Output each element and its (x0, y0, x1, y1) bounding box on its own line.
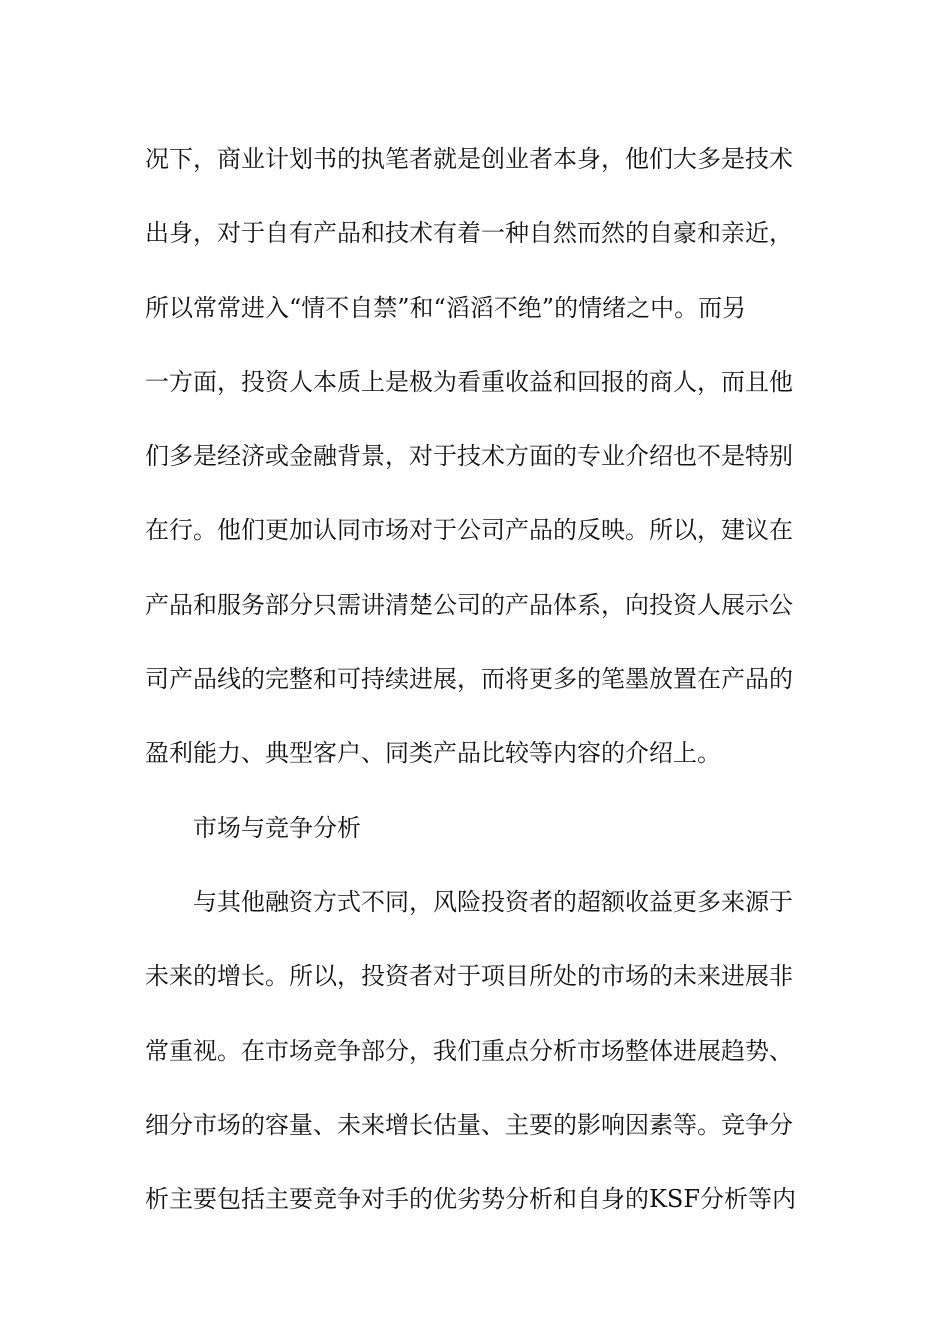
text-line: 出身，对于自有产品和技术有着一种自然而然的自豪和亲近， (145, 219, 793, 248)
text-line: 盈利能力、典型客户、同类产品比较等内容的介绍上。 (145, 739, 721, 768)
body-text (145, 122, 810, 1236)
text-line: 析主要包括主要竞争对手的优劣势分析和自身的KSF分析等内 (145, 1185, 797, 1214)
text-line: 产品和服务部分只需讲清楚公司的产品体系，向投资人展示公 (145, 590, 793, 619)
text-line: 细分市场的容量、未来增长估量、主要的影响因素等。竞争分 (145, 1110, 793, 1139)
text-line: 们多是经济或金融背景，对于技术方面的专业介绍也不是特别 (145, 442, 793, 471)
text-line: 在行。他们更加认同市场对于公司产品的反映。所以，建议在 (145, 516, 793, 545)
text-line: 所以常常进入“情不自禁”和“滔滔不绝”的情绪之中。而另 (145, 293, 747, 322)
section-heading: 市场与竞争分析 (193, 813, 361, 842)
text-line: 一方面，投资人本质上是极为看重收益和回报的商人，而且他 (145, 367, 793, 396)
text-line: 况下，商业计划书的执笔者就是创业者本身，他们大多是技术 (145, 145, 793, 173)
text-line: 未来的增长。所以，投资者对于项目所处的市场的未来进展非 (145, 962, 793, 991)
text-line: 常重视。在市场竞争部分，我们重点分析市场整体进展趋势、 (145, 1036, 793, 1065)
paragraph-first-line: 与其他融资方式不同，风险投资者的超额收益更多来源于 (193, 887, 793, 916)
text-line: 司产品线的完整和可持续进展，而将更多的笔墨放置在产品的 (145, 665, 793, 694)
